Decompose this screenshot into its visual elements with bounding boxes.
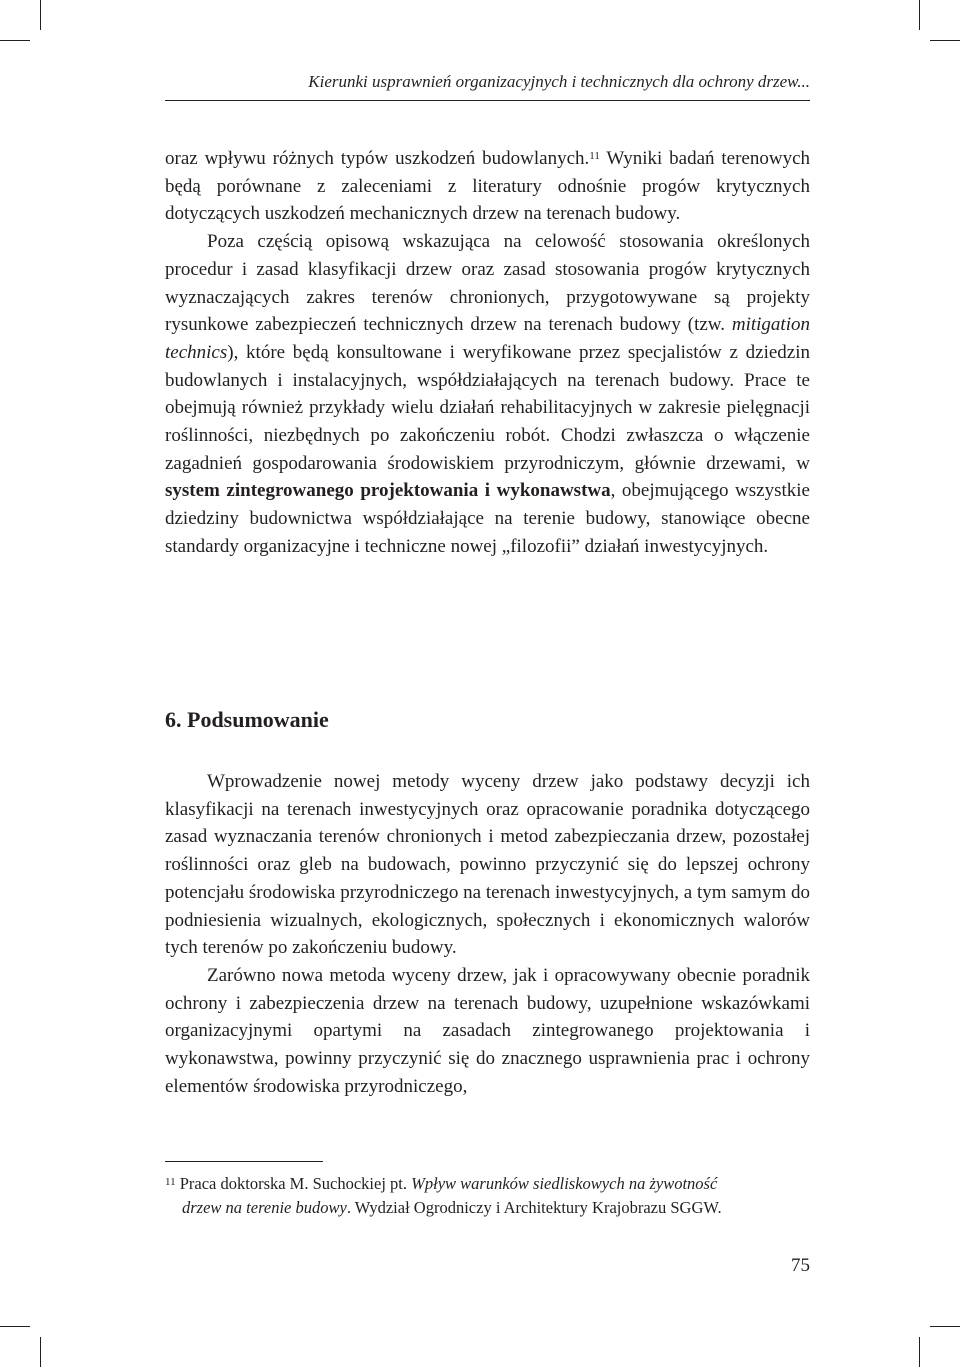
footnote-title: Wpływ warunków siedliskowych na żywotność <box>411 1174 718 1193</box>
footnote-line <box>165 1172 810 1196</box>
footnote-text: . Wydział Ogrodniczy i Architektury Krajobrazu SGGW. <box>346 1198 722 1217</box>
crop-mark-bottom-left-horizontal <box>0 1326 30 1327</box>
paragraph-text: oraz wpływu różnych typów uszkodzeń budowlanych. <box>165 148 590 169</box>
footnote <box>165 1172 810 1220</box>
paragraph <box>165 228 810 560</box>
section-text <box>165 768 810 1100</box>
paragraph: Wprowadzenie nowej metody wyceny drzew jako podstawy decyzji ich klasyfikacji na terenach inwestycyjnych oraz opracowanie poradnika dotyczącego zasad wyznaczania terenów chronionych i metod zabezpieczania drzew, pozostałej roślinności oraz gleb na budowach, powinno przyczynić się do lepszej ochrony potencjału środowiska przyrodniczego na terenach inwestycyjnych, a tym samym do podniesienia wizualnych, ekologicznych, społecznych i ekonomicznych walorów tych terenów po zakończeniu budowy. <box>165 771 810 959</box>
paragraph-text: , obejmującego wszystkie dziedziny budownictwa współdziałające na terenie budowy, stanowiące obecne standardy organizacyjne i techniczne nowej „filozofii” działań inwestycyjnych. <box>165 480 810 557</box>
crop-mark-top-left-horizontal <box>0 40 30 41</box>
footnote-text: Praca doktorska M. Suchockiej pt. <box>175 1174 412 1193</box>
page-number: 75 <box>791 1255 810 1276</box>
paragraph-text: Poza częścią opisową wskazująca na celowość stosowania określonych procedur i zasad klasyfikacji drzew oraz zasad stosowania progów krytycznych wyznaczających zakres terenów chronionych, przygotowywane są projekty rysunkowe zabezpieczeń technicznych drzew na terenach budowy (tzw. <box>165 231 810 336</box>
bold-term: system zintegrowanego projektowania i wykonawstwa <box>165 480 611 502</box>
crop-mark-bottom-right-vertical <box>919 1337 920 1367</box>
crop-mark-top-left-vertical <box>40 0 41 30</box>
crop-mark-bottom-left-vertical <box>40 1337 41 1367</box>
crop-mark-top-right-horizontal <box>930 40 960 41</box>
crop-mark-top-right-vertical <box>919 0 920 30</box>
section-heading: 6. Podsumowanie <box>165 707 329 732</box>
footnote-number: 11 <box>165 1176 176 1188</box>
footnote-title: drzew na terenie budowy <box>182 1198 347 1217</box>
footnote-reference[interactable]: 11 <box>589 150 600 162</box>
crop-mark-bottom-right-horizontal <box>930 1326 960 1327</box>
paragraph: Zarówno nowa metoda wyceny drzew, jak i opracowywany obecnie poradnik ochrony i zabezpieczenia drzew na terenach budowy, uzupełnione wskazówkami organizacyjnymi opartymi na zasadach zintegrowanego projektowania i wykonawstwa, powinny przyczynić się do znacznego usprawnienia prac i ochrony elementów środowiska przyrodniczego, <box>165 964 810 1097</box>
footnote-rule <box>165 1161 323 1162</box>
header-rule <box>165 100 810 101</box>
italic-term: mitigation technics <box>165 314 810 363</box>
paragraph-text: Wyniki badań terenowych będą porównane z zaleceniami z literatury odnośnie progów krytycznych dotyczących uszkodzeń mechanicznych drzew na terenach budowy. <box>165 148 811 225</box>
paragraph-text: ), które będą konsultowane i weryfikowane przez specjalistów z dziedzin budowlanych i instalacyjnych, współdziałających na terenach budowy. Prace te obejmują również przykłady wielu działań rehabilitacyjnych w zakresie pielęgnacji roślinności, niezbędnych po zakończeniu robót. Chodzi zwłaszcza o włączenie zagadnień gospodarowania środowiskiem przyrodniczym, głównie drzewami, w <box>165 341 810 474</box>
running-header: Kierunki usprawnień organizacyjnych i technicznych dla ochrony drzew... <box>308 72 810 91</box>
body-text <box>165 145 810 561</box>
footnote-line <box>165 1196 810 1220</box>
paragraph-continued <box>165 145 810 228</box>
